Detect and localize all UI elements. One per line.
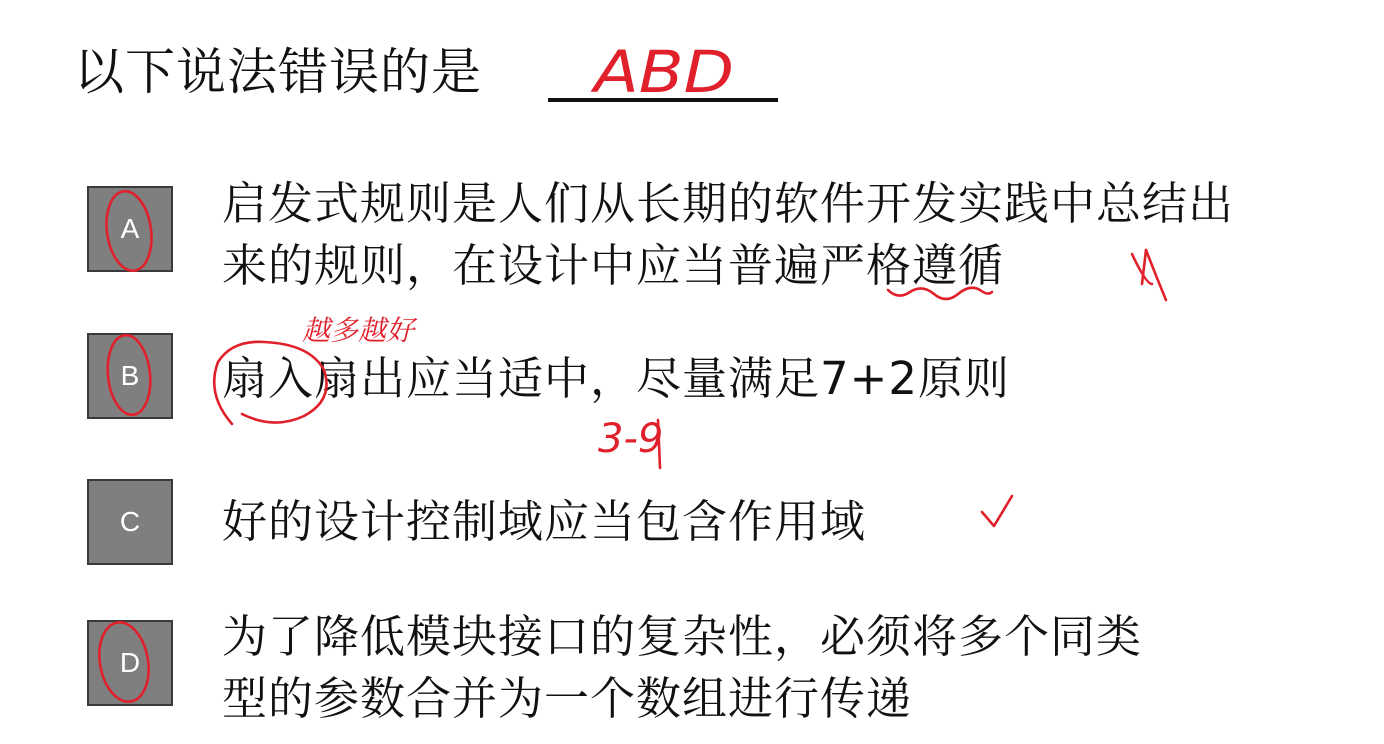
answer-blank <box>548 98 778 102</box>
handwritten-answer: ABD <box>589 38 734 106</box>
annotation-range-tail <box>658 420 660 468</box>
option-a-line-2: 来的规则，在设计中应当普遍严格遵循 <box>222 239 1005 292</box>
option-c-label: C <box>87 479 173 565</box>
annotation-more-is-better: 越多越好 <box>302 314 415 347</box>
check-mark-c <box>982 496 1012 526</box>
option-b-label: B <box>87 333 173 419</box>
wrong-mark-a <box>1132 250 1166 300</box>
option-a-label: A <box>87 186 173 272</box>
option-b-line-1: 扇入扇出应当适中，尽量满足7+2原则 <box>222 352 1010 405</box>
option-c-line-1: 好的设计控制域应当包含作用域 <box>222 495 867 548</box>
question-title: 以下说法错误的是 <box>74 43 482 101</box>
wrong-mark-a-stroke <box>1142 250 1146 284</box>
annotation-range: 3-9 <box>598 416 664 462</box>
option-d-line-1: 为了降低模块接口的复杂性，必须将多个同类 <box>222 610 1143 663</box>
option-d-label: D <box>87 620 173 706</box>
option-d-line-2: 型的参数合并为一个数组进行传递 <box>222 672 913 725</box>
option-a-line-1: 启发式规则是人们从长期的软件开发实践中总结出 <box>222 177 1235 230</box>
